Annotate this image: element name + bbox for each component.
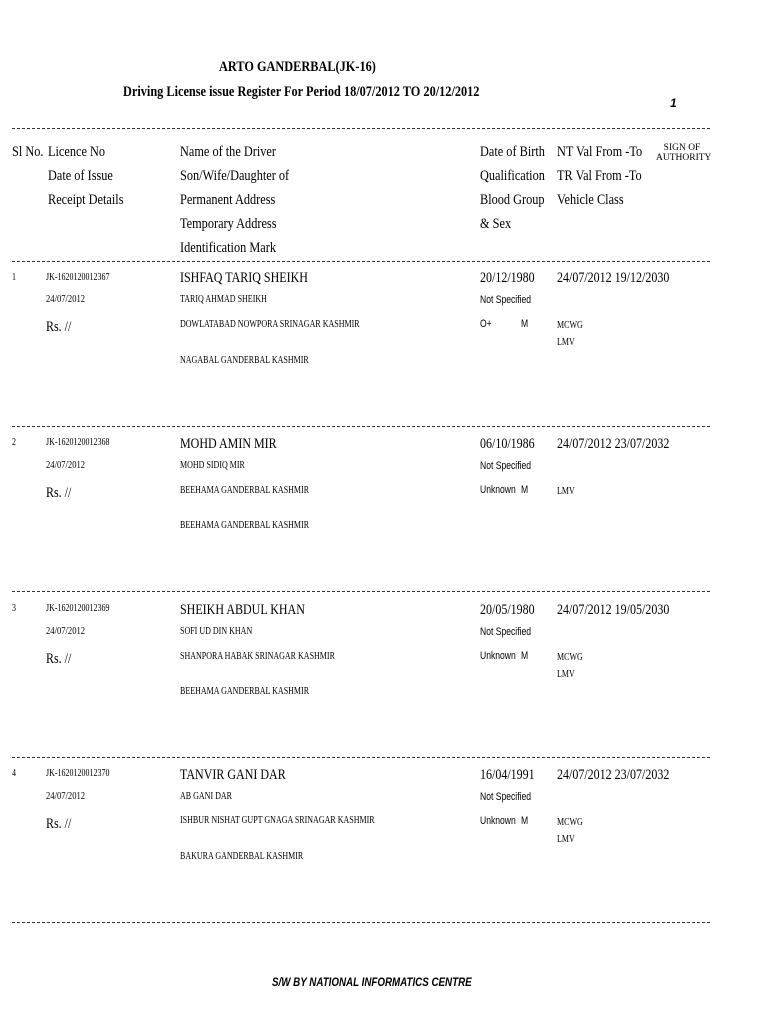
qualification: Not Specified bbox=[480, 791, 532, 803]
temporary-address: BEEHAMA GANDERBAL KASHMIR bbox=[180, 686, 310, 697]
receipt-details: Rs. // bbox=[46, 651, 72, 667]
blood-group: Unknown bbox=[480, 650, 516, 662]
validity-period: 24/07/2012 23/07/2032 bbox=[557, 436, 670, 452]
date-of-birth: 20/05/1980 bbox=[480, 602, 535, 618]
col-header-line: Receipt Details bbox=[48, 192, 124, 208]
vehicle-class: LMV bbox=[557, 337, 575, 348]
col-header-line: Name of the Driver bbox=[180, 144, 276, 160]
qualification: Not Specified bbox=[480, 460, 532, 472]
driver-name: MOHD AMIN MIR bbox=[180, 436, 277, 452]
temporary-address: BEEHAMA GANDERBAL KASHMIR bbox=[180, 520, 310, 531]
serial-number: 4 bbox=[12, 768, 16, 779]
vehicle-class: MCWG bbox=[557, 652, 583, 663]
col-header-line: Blood Group bbox=[480, 192, 545, 208]
relation-name: TARIQ AHMAD SHEIKH bbox=[180, 294, 267, 305]
qualification: Not Specified bbox=[480, 626, 532, 638]
vehicle-class: MCWG bbox=[557, 320, 583, 331]
relation-name: MOHD SIDIQ MIR bbox=[180, 460, 245, 471]
col-header-line: Vehicle Class bbox=[557, 192, 624, 208]
register-subtitle: Driving License issue Register For Period 18/07/2012 TO 20/12/2012 bbox=[123, 84, 480, 100]
receipt-details: Rs. // bbox=[46, 816, 72, 832]
date-of-birth: 20/12/1980 bbox=[480, 270, 535, 286]
blood-group: O+ bbox=[480, 318, 492, 330]
col-header-dob bbox=[480, 140, 545, 236]
col-header-line: Date of Issue bbox=[48, 168, 113, 184]
receipt-details: Rs. // bbox=[46, 319, 72, 335]
licence-number: JK-1620120012368 bbox=[46, 437, 110, 448]
col-header-sign bbox=[656, 143, 712, 163]
qualification: Not Specified bbox=[480, 294, 532, 306]
temporary-address: NAGABAL GANDERBAL KASHMIR bbox=[180, 355, 309, 366]
validity-period: 24/07/2012 23/07/2032 bbox=[557, 767, 670, 783]
col-header-line: Son/Wife/Daughter of bbox=[180, 168, 290, 184]
divider-row bbox=[12, 426, 710, 427]
date-of-birth: 16/04/1991 bbox=[480, 767, 535, 783]
col-header-line: AUTHORITY bbox=[656, 153, 712, 163]
serial-number: 2 bbox=[12, 437, 16, 448]
permanent-address: BEEHAMA GANDERBAL KASHMIR bbox=[180, 485, 310, 496]
page-number: 1 bbox=[670, 96, 677, 110]
col-header-driver bbox=[180, 140, 289, 260]
issue-date: 24/07/2012 bbox=[46, 790, 86, 802]
col-header-line: Licence No bbox=[48, 144, 106, 160]
col-header-line: Temporary Address bbox=[180, 216, 277, 232]
col-header-line: Permanent Address bbox=[180, 192, 276, 208]
footer-credit: S/W BY NATIONAL INFORMATICS CENTRE bbox=[272, 977, 472, 989]
divider-bottom bbox=[12, 922, 710, 923]
driver-name: ISHFAQ TARIQ SHEIKH bbox=[180, 270, 308, 286]
col-header-line: NT Val From -To bbox=[557, 144, 643, 160]
driver-name: SHEIKH ABDUL KHAN bbox=[180, 602, 305, 618]
col-header-validity bbox=[557, 140, 642, 212]
office-title: ARTO GANDERBAL(JK-16) bbox=[219, 59, 376, 75]
col-header-line: Sl No. bbox=[12, 144, 44, 160]
vehicle-class: LMV bbox=[557, 669, 575, 680]
serial-number: 3 bbox=[12, 603, 16, 614]
blood-group: Unknown bbox=[480, 484, 516, 496]
permanent-address: DOWLATABAD NOWPORA SRINAGAR KASHMIR bbox=[180, 319, 360, 330]
divider-header-bottom bbox=[12, 261, 710, 262]
col-header-line: TR Val From -To bbox=[557, 168, 642, 184]
licence-number: JK-1620120012370 bbox=[46, 768, 110, 779]
vehicle-class: LMV bbox=[557, 486, 575, 497]
sex: M bbox=[521, 318, 529, 330]
driver-name: TANVIR GANI DAR bbox=[180, 767, 286, 783]
sex: M bbox=[521, 650, 529, 662]
permanent-address: SHANPORA HABAK SRINAGAR KASHMIR bbox=[180, 651, 335, 662]
validity-period: 24/07/2012 19/12/2030 bbox=[557, 270, 670, 286]
divider-row bbox=[12, 591, 710, 592]
relation-name: SOFI UD DIN KHAN bbox=[180, 626, 253, 637]
divider-header-top bbox=[12, 128, 710, 129]
validity-period: 24/07/2012 19/05/2030 bbox=[557, 602, 670, 618]
col-header-line: & Sex bbox=[480, 216, 512, 232]
vehicle-class: LMV bbox=[557, 834, 575, 845]
issue-date: 24/07/2012 bbox=[46, 459, 86, 471]
col-header-line: SIGN OF bbox=[663, 143, 701, 153]
blood-group: Unknown bbox=[480, 815, 516, 827]
sex: M bbox=[521, 484, 529, 496]
date-of-birth: 06/10/1986 bbox=[480, 436, 535, 452]
divider-row bbox=[12, 757, 710, 758]
col-header-slno bbox=[12, 140, 43, 164]
issue-date: 24/07/2012 bbox=[46, 293, 86, 305]
serial-number: 1 bbox=[12, 272, 16, 283]
col-header-line: Identification Mark bbox=[180, 240, 276, 256]
issue-date: 24/07/2012 bbox=[46, 625, 86, 637]
col-header-line: Date of Birth bbox=[480, 144, 545, 160]
licence-number: JK-1620120012367 bbox=[46, 272, 110, 283]
sex: M bbox=[521, 815, 529, 827]
relation-name: AB GANI DAR bbox=[180, 791, 232, 802]
col-header-licence bbox=[48, 140, 123, 212]
receipt-details: Rs. // bbox=[46, 485, 72, 501]
col-header-line: Qualification bbox=[480, 168, 545, 184]
licence-number: JK-1620120012369 bbox=[46, 603, 110, 614]
permanent-address: ISHBUR NISHAT GUPT GNAGA SRINAGAR KASHMIR bbox=[180, 815, 375, 826]
vehicle-class: MCWG bbox=[557, 817, 583, 828]
temporary-address: BAKURA GANDERBAL KASHMIR bbox=[180, 851, 304, 862]
